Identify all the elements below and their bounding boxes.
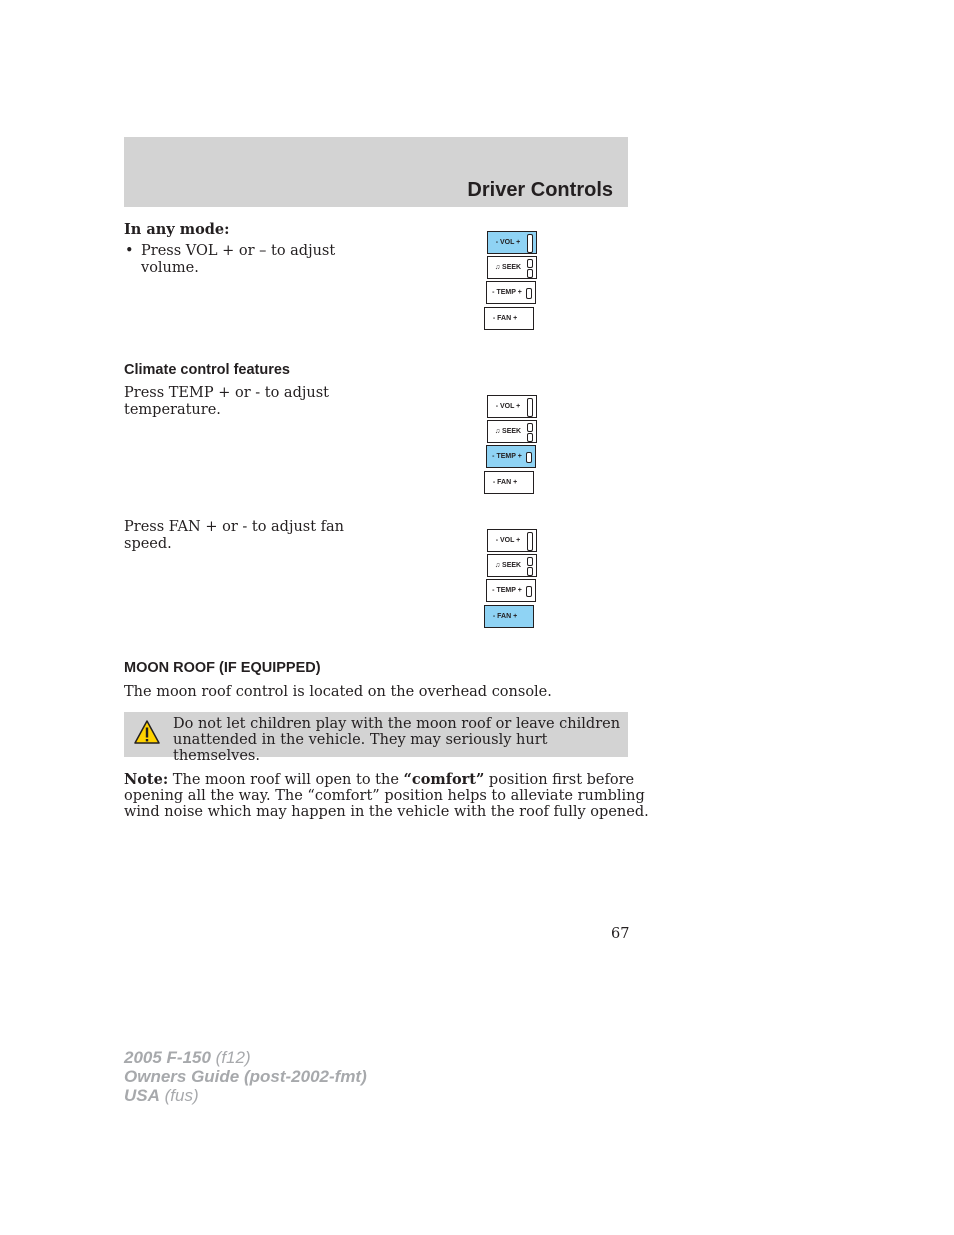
bullet-marker: •: [125, 243, 134, 259]
footer-line1: [124, 1048, 367, 1067]
note-line3: wind noise which may happen in the vehicle with the roof fully opened.: [124, 804, 649, 820]
footer-line3: [124, 1086, 367, 1105]
fan-instruction-line2: speed.: [124, 536, 172, 552]
page-number: 67: [611, 926, 630, 942]
vol-button[interactable]: [487, 395, 537, 418]
control-panel-vol: [484, 231, 540, 333]
mode-heading: In any mode:: [124, 221, 230, 238]
temp-button[interactable]: [486, 281, 536, 304]
seek-down-slot: [527, 269, 533, 278]
seek-button[interactable]: [487, 256, 537, 279]
seek-button-label: ♫ SEEK: [494, 428, 522, 435]
seek-up-slot: [527, 557, 533, 566]
vol-button[interactable]: [487, 231, 537, 254]
temp-button[interactable]: [486, 579, 536, 602]
vol-button-label: - VOL +: [495, 239, 521, 246]
temp-button[interactable]: [486, 445, 536, 468]
moon-roof-heading: MOON ROOF (IF EQUIPPED): [124, 660, 321, 676]
page-title: Driver Controls: [467, 179, 613, 201]
seek-button-label: ♫ SEEK: [494, 264, 522, 271]
vol-instruction-line2: volume.: [141, 260, 199, 276]
footer-region: USA: [124, 1086, 160, 1105]
temp-slot: [526, 586, 532, 597]
note-line2: opening all the way. The “comfort” position helps to alleviate rumbling: [124, 788, 645, 804]
seek-button[interactable]: [487, 420, 537, 443]
temp-button-label: - TEMP +: [492, 289, 522, 296]
fan-button[interactable]: [484, 471, 534, 494]
fan-button-label: - FAN +: [492, 315, 518, 322]
vol-button[interactable]: [487, 529, 537, 552]
vol-instruction-line1: Press VOL + or – to adjust: [141, 243, 336, 259]
fan-button-label: - FAN +: [492, 613, 518, 620]
note-comfort: “comfort”: [403, 771, 485, 788]
warning-line1: Do not let children play with the moon roof or leave children: [173, 716, 621, 732]
fan-button[interactable]: [484, 307, 534, 330]
seek-down-slot: [527, 567, 533, 576]
vol-slider-slot: [527, 532, 533, 551]
note-text-part2: position first before: [484, 772, 635, 788]
warning-box: [124, 712, 628, 764]
document-footer: [124, 1048, 367, 1105]
fan-button[interactable]: [484, 605, 534, 628]
footer-model: 2005 F-150: [124, 1048, 211, 1067]
header-band: [124, 137, 628, 207]
footer-region-code: (fus): [159, 1086, 199, 1105]
note-text-part1: The moon roof will open to the: [168, 772, 404, 788]
seek-up-slot: [527, 423, 533, 432]
temp-button-label: - TEMP +: [492, 453, 522, 460]
warning-text: [173, 716, 623, 764]
footer-model-code: (f12): [210, 1048, 251, 1067]
control-panel-temp: [484, 395, 540, 497]
seek-button-label: ♫ SEEK: [494, 562, 522, 569]
warning-triangle-icon: [134, 719, 160, 745]
temp-button-label: - TEMP +: [492, 587, 522, 594]
temp-slot: [526, 288, 532, 299]
climate-heading: Climate control features: [124, 362, 290, 378]
control-panel-fan: [484, 529, 540, 631]
fan-button-label: - FAN +: [492, 479, 518, 486]
moon-roof-intro: The moon roof control is located on the overhead console.: [124, 684, 552, 700]
vol-slider-slot: [527, 398, 533, 417]
fan-instruction-line1: Press FAN + or - to adjust fan: [124, 519, 345, 535]
note-label: Note:: [124, 771, 169, 788]
footer-guide: Owners Guide (post-2002-fmt): [124, 1067, 367, 1086]
footer-line2: [124, 1067, 367, 1086]
seek-down-slot: [527, 433, 533, 442]
temp-instruction-line2: temperature.: [124, 402, 221, 418]
vol-button-label: - VOL +: [495, 403, 521, 410]
temp-slot: [526, 452, 532, 463]
seek-up-slot: [527, 259, 533, 268]
vol-button-label: - VOL +: [495, 537, 521, 544]
seek-button[interactable]: [487, 554, 537, 577]
vol-slider-slot: [527, 234, 533, 253]
temp-instruction-line1: Press TEMP + or - to adjust: [124, 385, 329, 401]
note-line1: [124, 771, 634, 789]
warning-line2: unattended in the vehicle. They may seriously hurt themselves.: [173, 732, 548, 764]
